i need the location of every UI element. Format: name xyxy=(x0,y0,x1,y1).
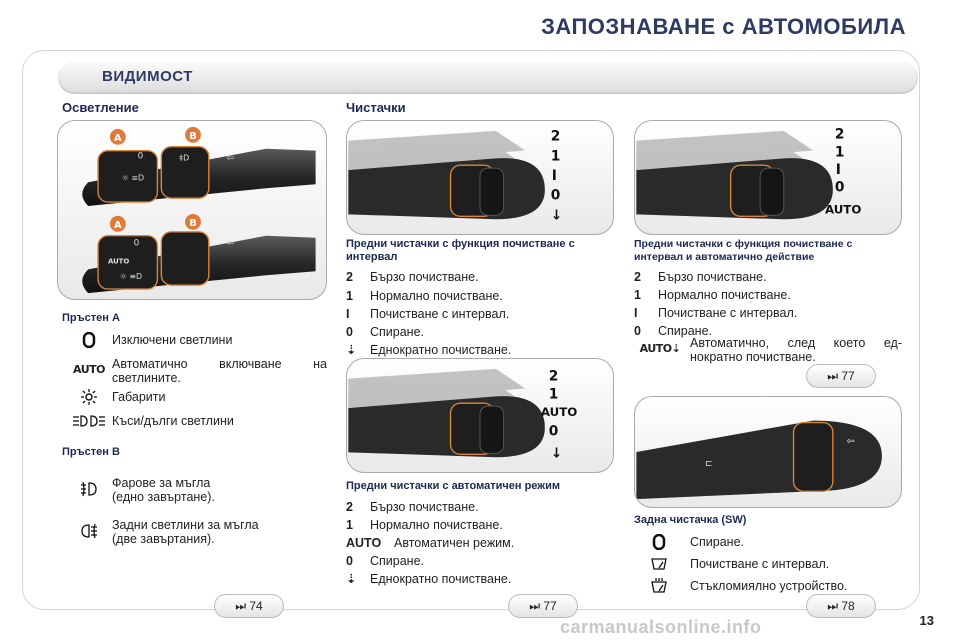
svg-text:1: 1 xyxy=(550,148,561,165)
svg-text:0: 0 xyxy=(550,187,561,204)
callout-b-bottom: B xyxy=(189,217,197,229)
svg-text:0: 0 xyxy=(834,179,845,196)
automatic-wiper-image xyxy=(346,358,614,473)
svg-text:0: 0 xyxy=(133,238,140,249)
intermittent-auto-row-1: 1 Нормално почистване. xyxy=(634,288,791,302)
callout-a-bottom: A xyxy=(114,219,122,231)
intermittent-row-3: 0 Спиране. xyxy=(346,325,425,339)
svg-text:↓: ↓ xyxy=(550,445,563,462)
intermittent-auto-page-ref-link[interactable]: ⏭ 77 xyxy=(806,364,876,388)
ring-a-item-1-text: Автоматично включване на светлините. xyxy=(112,357,327,385)
svg-text:0: 0 xyxy=(548,423,559,440)
svg-text:⇦: ⇦ xyxy=(846,436,855,448)
svg-text:I: I xyxy=(551,167,557,184)
svg-text:AUTO: AUTO xyxy=(107,257,130,266)
ring-a-item-2-text: Габарити xyxy=(112,390,166,404)
auto-lights-icon: AUTO xyxy=(73,362,105,376)
svg-text:2: 2 xyxy=(834,126,845,143)
svg-text:AUTO: AUTO xyxy=(824,202,862,217)
svg-text:0: 0 xyxy=(137,151,144,162)
rear-page-ref-link[interactable]: ⏭ 78 xyxy=(806,594,876,618)
svg-text:⇦: ⇦ xyxy=(226,238,235,249)
wipers-heading: Чистачки xyxy=(346,100,406,115)
section-title: ВИДИМОСТ xyxy=(102,68,193,85)
rear-off-icon xyxy=(636,534,682,550)
lighting-page-ref-link[interactable]: ⏭ 74 xyxy=(214,594,284,618)
intermittent-auto-wiper-title: Предни чистачки с функция почистване с интервал и автоматично действие xyxy=(634,238,853,263)
lighting-heading: Осветление xyxy=(62,100,139,115)
svg-text:⇦: ⇦ xyxy=(226,153,235,164)
intermittent-row-4: ⇣ Еднократно почистване. xyxy=(346,343,512,357)
ring-b-item-1-text: Задни светлини за мъгла (две завъртания). xyxy=(112,518,259,546)
rear-row-0-text: Спиране. xyxy=(690,535,745,549)
rear-washer-icon xyxy=(636,578,682,594)
ring-a-label: Пръстен A xyxy=(62,312,120,324)
svg-text:AUTO: AUTO xyxy=(540,404,578,419)
rear-wiper-image xyxy=(634,396,902,508)
rear-wiper-intermittent-icon xyxy=(636,556,682,572)
svg-text:⊏: ⊏ xyxy=(705,458,713,469)
callout-b-top: B xyxy=(189,130,197,142)
automatic-row-4: ⇣ Еднократно почистване. xyxy=(346,572,512,586)
automatic-wiper-title: Предни чистачки с автоматичен режим xyxy=(346,480,560,492)
page-number: 13 xyxy=(919,613,934,628)
off-icon xyxy=(66,332,112,348)
watermark: carmanualsonline.info xyxy=(560,617,762,637)
ring-a-item-0-text: Изключени светлини xyxy=(112,333,233,347)
automatic-row-3: 0 Спиране. xyxy=(346,554,425,568)
svg-text:☼ ≡D: ☼ ≡D xyxy=(119,272,143,282)
callout-a-top: A xyxy=(114,132,122,144)
automatic-row-0: 2 Бързо почистване. xyxy=(346,500,479,514)
intermittent-auto-row-3: 0 Спиране. xyxy=(634,324,713,338)
ring-b-label: Пръстен B xyxy=(62,446,120,458)
svg-text:2: 2 xyxy=(550,128,561,145)
rear-wiper-title: Задна чистачка (SW) xyxy=(634,514,747,526)
ring-a-item-3-text: Къси/дълги светлини xyxy=(112,414,234,428)
front-fog-icon xyxy=(66,480,112,498)
intermittent-wiper-title: Предни чистачки с функция почистване с интервал xyxy=(346,238,575,263)
lighting-stalk-image xyxy=(57,120,327,300)
svg-text:1: 1 xyxy=(834,144,845,161)
intermittent-wiper-image xyxy=(346,120,614,235)
intermittent-auto-row-2: I Почистване с интервал. xyxy=(634,306,798,320)
svg-text:2: 2 xyxy=(548,368,559,385)
automatic-row-1: 1 Нормално почистване. xyxy=(346,518,503,532)
intermittent-auto-row-0: 2 Бързо почистване. xyxy=(634,270,767,284)
svg-text:↓: ↓ xyxy=(550,207,563,224)
rear-row-2-text: Стъкломиялно устройство. xyxy=(690,579,848,593)
dipped-main-beam-icon xyxy=(66,413,112,429)
rear-row-1-text: Почистване с интервал. xyxy=(690,557,830,571)
sidelights-icon xyxy=(66,389,112,405)
ring-b-item-0-text: Фарове за мъгла (едно завъртане). xyxy=(112,476,215,504)
auto-wiper-icon: AUTO⇣ xyxy=(639,341,681,355)
section-banner xyxy=(58,62,918,94)
svg-text:‡D: ‡D xyxy=(179,153,190,163)
intermittent-row-0: 2 Бързо почистване. xyxy=(346,270,479,284)
intermittent-auto-wiper-image xyxy=(634,120,902,235)
svg-text:☼ ≡D: ☼ ≡D xyxy=(121,173,145,183)
rear-fog-icon xyxy=(66,522,112,540)
automatic-row-2: AUTO Автоматичен режим. xyxy=(346,536,515,550)
intermittent-auto-text: Автоматично, след което ед-нократно почистване. xyxy=(690,336,902,364)
intermittent-row-2: I Почистване с интервал. xyxy=(346,307,510,321)
automatic-page-ref-link[interactable]: ⏭ 77 xyxy=(508,594,578,618)
page-title: ЗАПОЗНАВАНЕ с АВТОМОБИЛА xyxy=(541,14,906,39)
svg-text:1: 1 xyxy=(548,386,559,403)
svg-text:I: I xyxy=(835,162,841,179)
intermittent-row-1: 1 Нормално почистване. xyxy=(346,289,503,303)
